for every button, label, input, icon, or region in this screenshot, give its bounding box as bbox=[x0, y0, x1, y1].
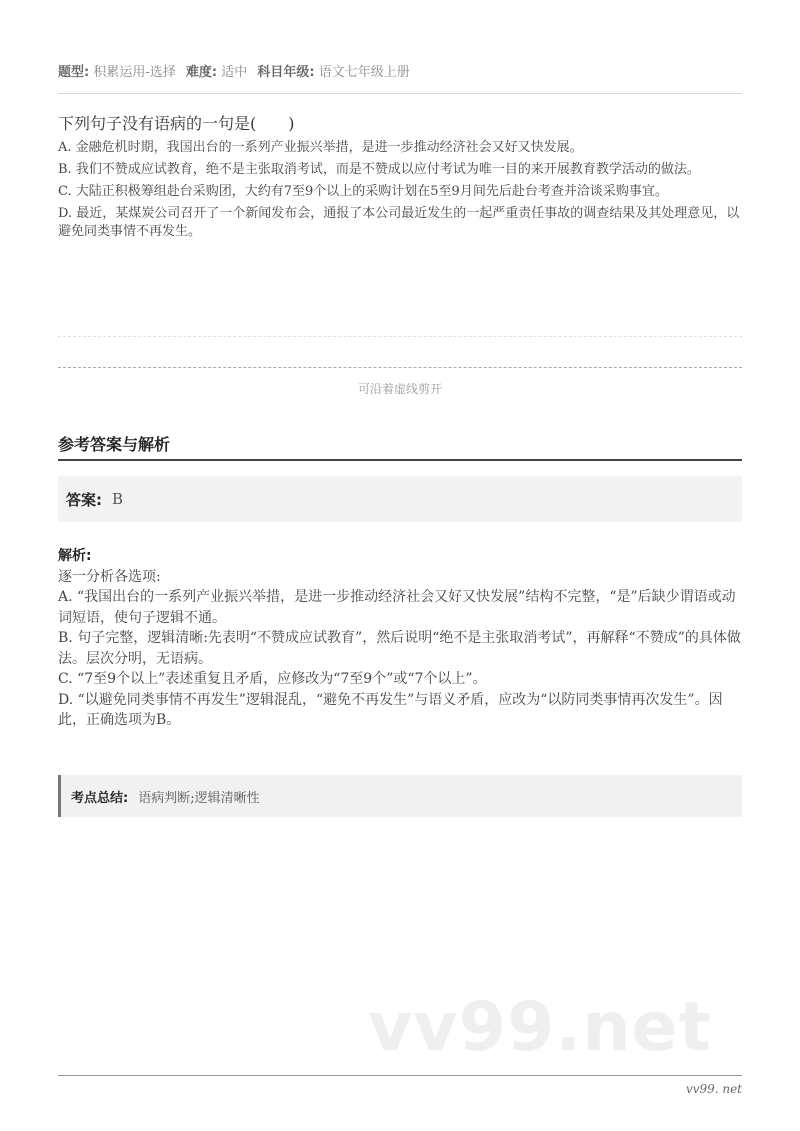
analysis-label: 解析: bbox=[58, 548, 92, 564]
subject-value: 语文七年级上册 bbox=[318, 65, 410, 80]
meta-divider bbox=[58, 93, 742, 94]
key-points-box bbox=[58, 775, 742, 817]
difficulty-value: 适中 bbox=[221, 65, 248, 80]
option-a: A. 金融危机时期，我国出台的一系列产业振兴举措，是进一步推动经济社会又好又快发展。 bbox=[58, 140, 583, 155]
question-meta bbox=[58, 64, 416, 82]
key-points-label: 考点总结: bbox=[71, 790, 129, 806]
watermark: vv99.net bbox=[368, 988, 713, 1067]
analysis-option-c: C. “7至9个以上”表述重复且矛盾，应修改为“7至9个”或“7个以上”。 bbox=[58, 671, 487, 687]
answer-space-line bbox=[58, 336, 742, 337]
cut-line bbox=[58, 367, 742, 368]
option-b: B. 我们不赞成应试教育，绝不是主张取消考试，而是不赞成以应付考试为唯一目的来开展教育教学活动的做法。 bbox=[58, 162, 700, 177]
difficulty-label: 难度: bbox=[185, 65, 218, 80]
section-divider bbox=[58, 459, 742, 461]
answer-section-title: 参考答案与解析 bbox=[58, 435, 171, 454]
key-points-value: 语病判断;逻辑清晰性 bbox=[138, 790, 260, 806]
analysis-option-d: D. “以避免同类事情不再发生”逻辑混乱，“避免不再发生”与语义矛盾，应改为“以防同类事情再次发生”。因此，正确选项为B。 bbox=[58, 691, 723, 728]
question-stem: 下列句子没有语病的一句是( ) bbox=[58, 114, 295, 133]
analysis-intro: 逐一分析各选项: bbox=[58, 568, 161, 585]
footer-site-name: vv99. net bbox=[685, 1082, 742, 1096]
option-d: D. 最近，某煤炭公司召开了一个新闻发布会，通报了本公司最近发生的一起严重责任事故的调查结果及其处理意见，以避免同类事情不再发生。 bbox=[58, 206, 740, 239]
question-block bbox=[58, 112, 748, 245]
analysis-block bbox=[58, 546, 748, 731]
subject-label: 科目年级: bbox=[257, 65, 315, 80]
footer-divider bbox=[58, 1075, 742, 1076]
analysis-option-b: B. 句子完整，逻辑清晰:先表明“不赞成应试教育”，然后说明“绝不是主张取消考试”，再解释“不赞成”的具体做法。层次分明，无语病。 bbox=[58, 630, 741, 667]
analysis-option-a: A. “我国出台的一系列产业振兴举措，是进一步推动经济社会又好又快发展”结构不完整，“是”后缺少谓语或动词短语，使句子逻辑不通。 bbox=[58, 589, 736, 626]
answer-label: 答案: bbox=[66, 490, 102, 509]
option-c: C. 大陆正积极筹组赴台采购团，大约有7至9个以上的采购计划在5至9月间先后赴台考查并洽谈采购事宜。 bbox=[58, 184, 668, 199]
type-label: 题型: bbox=[58, 65, 90, 80]
type-value: 积累运用-选择 bbox=[93, 65, 176, 80]
cut-hint: 可沿着虚线剪开 bbox=[357, 382, 442, 396]
answer-value: B bbox=[112, 490, 124, 508]
answer-box bbox=[58, 476, 742, 522]
